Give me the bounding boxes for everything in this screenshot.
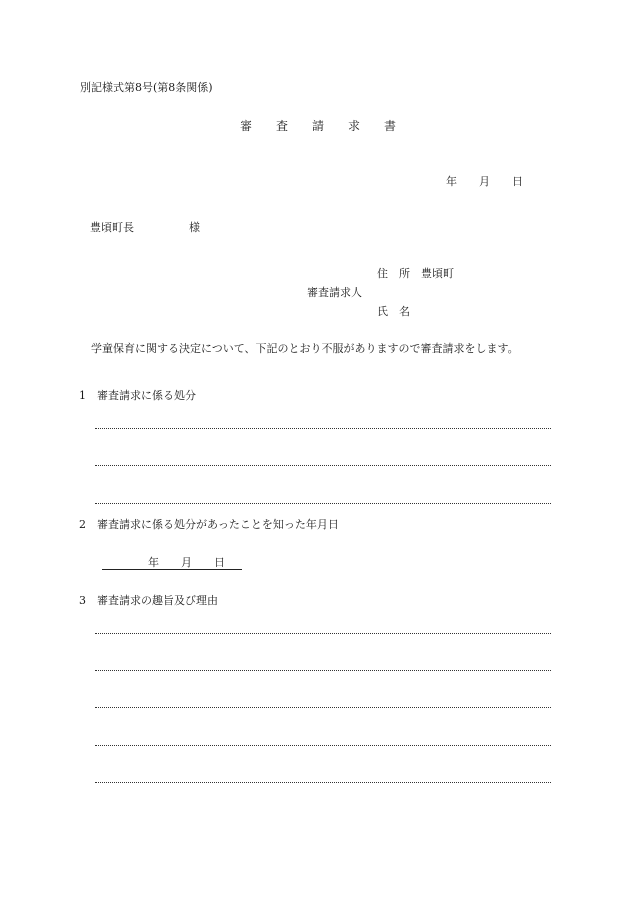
date-line: 年 月 日 (446, 175, 523, 188)
section-3-blank-line-1[interactable] (95, 633, 551, 634)
section-1-number: 1 (79, 389, 86, 402)
applicant-name-label: 氏 名 (377, 305, 410, 318)
section-3-number: 3 (79, 594, 86, 607)
section-3-blank-line-2[interactable] (95, 670, 551, 671)
section-3-blank-line-4[interactable] (95, 745, 551, 746)
section-1-blank-line-1[interactable] (95, 428, 551, 429)
section-3-blank-line-5[interactable] (95, 782, 551, 783)
applicant-role-label: 審査請求人 (307, 286, 362, 299)
section-2-date-underline[interactable] (102, 569, 242, 570)
section-2-heading: 審査請求に係る処分があったことを知った年月日 (97, 518, 339, 531)
section-3-blank-line-3[interactable] (95, 707, 551, 708)
document-title: 審 査 請 求 書 (240, 119, 397, 133)
section-1-heading: 審査請求に係る処分 (97, 389, 196, 402)
addressee: 豊頃町長 様 (90, 221, 200, 234)
section-2-date-blank: 年 月 日 (148, 556, 225, 569)
section-2-number: 2 (79, 518, 86, 531)
section-3-heading: 審査請求の趣旨及び理由 (97, 594, 218, 607)
intro-text: 学童保育に関する決定について、下記のとおり不服がありますので審査請求をします。 (91, 342, 519, 355)
form-number: 別記様式第8号(第8条関係) (80, 81, 213, 94)
section-1-blank-line-2[interactable] (95, 465, 551, 466)
section-1-blank-line-3[interactable] (95, 503, 551, 504)
applicant-address-label: 住 所 豊頃町 (377, 267, 454, 280)
